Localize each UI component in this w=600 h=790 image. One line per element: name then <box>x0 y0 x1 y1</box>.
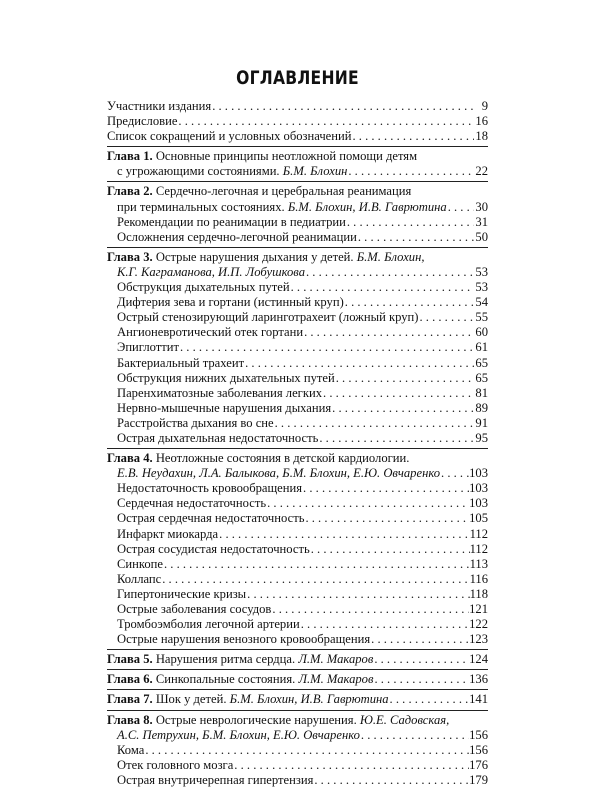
author: А.С. Петрухин, Б.М. Блохин, Е.Ю. Овчаренко <box>117 727 360 742</box>
toc-entry[interactable]: Острая внутричерепная гипертензия . . . 179 <box>107 773 488 788</box>
toc-entry[interactable]: Нервно-мышечные нарушения дыхания . . . 89 <box>107 401 488 416</box>
toc-entry[interactable]: Ангионевротический отек гортани . . . 60 <box>107 325 488 340</box>
toc-entry[interactable]: Паренхиматозные заболевания легких . . . 81 <box>107 386 488 401</box>
chapter-6 <box>107 669 488 689</box>
toc-entry[interactable]: Инфаркт миокарда . . . 112 <box>107 527 488 542</box>
chapter-heading[interactable]: Глава 1. Основные принципы неотложной помощи детям <box>107 149 418 164</box>
toc-entry[interactable]: Острый стенозирующий ларинготрахеит (ложный круп) . . . 55 <box>107 310 488 325</box>
author: Б.М. Блохин, И.В. Гаврютина <box>287 199 447 214</box>
toc-entry[interactable]: Недостаточность кровообращения . . . 103 <box>107 481 488 496</box>
toc-entry[interactable]: Острые заболевания сосудов . . . 121 <box>107 602 488 617</box>
toc-entry[interactable]: Отек головного мозга . . . 176 <box>107 758 488 773</box>
toc-entry[interactable]: Е.В. Неудахин, Л.А. Балыкова, Б.М. Блохин, Е.Ю. Овчаренко . . . 103 <box>107 466 488 481</box>
toc-entry[interactable]: Обструкция дыхательных путей . . . 53 <box>107 280 488 295</box>
author: Ю.Е. Садовская, <box>359 712 450 727</box>
toc-entry[interactable]: Сердечная недостаточность . . . 103 <box>107 496 488 511</box>
toc-entry[interactable]: Дифтерия зева и гортани (истинный круп) . . . 54 <box>107 295 488 310</box>
toc-entry[interactable]: Рекомендации по реанимации в педиатрии . . . 31 <box>107 215 488 230</box>
chapter-1 <box>107 146 488 181</box>
toc-entry[interactable]: Бактериальный трахеит . . . 65 <box>107 356 488 371</box>
chapter-heading[interactable]: Глава 8. Острые неврологические нарушения. Ю.Е. Садовская, <box>107 712 450 727</box>
author: Б.М. Блохин <box>282 164 348 179</box>
author: Л.М. Макаров <box>298 652 374 667</box>
chapter-heading[interactable]: Глава 3. Острые нарушения дыхания у детей. Б.М. Блохин, <box>107 249 425 264</box>
chapter-4 <box>107 448 488 649</box>
toc-entry[interactable]: Эпиглоттит . . . 61 <box>107 340 488 355</box>
chapter-7 <box>107 689 488 709</box>
toc-entry[interactable]: Острая сердечная недостаточность . . . 105 <box>107 511 488 526</box>
toc-entry[interactable]: Глава 5. Нарушения ритма сердца. Л.М. Макаров . . . 124 <box>107 652 488 667</box>
toc-entry[interactable]: Предисловие . . . 16 <box>107 114 488 129</box>
toc-entry[interactable]: Синкопе . . . 113 <box>107 557 488 572</box>
toc-entry[interactable]: К.Г. Каграманова, И.П. Лобушкова . . . 53 <box>107 265 488 280</box>
toc-entry[interactable]: А.С. Петрухин, Б.М. Блохин, Е.Ю. Овчаренко . . . 156 <box>107 728 488 743</box>
author: Б.М. Блохин, <box>356 249 425 264</box>
toc-entry[interactable]: Обструкция нижних дыхательных путей . . . 65 <box>107 371 488 386</box>
table-of-contents <box>107 97 488 790</box>
toc-entry[interactable]: Острая дыхательная недостаточность . . . 95 <box>107 431 488 446</box>
toc-entry[interactable]: Расстройства дыхания во сне . . . 91 <box>107 416 488 431</box>
toc-entry[interactable]: Глава 7. Шок у детей. Б.М. Блохин, И.В. Гаврютина . . . 141 <box>107 692 488 707</box>
author: Б.М. Блохин, И.В. Гаврютина <box>229 692 389 707</box>
toc-entry[interactable]: Осложнения сердечно-легочной реанимации . . . 50 <box>107 230 488 245</box>
chapter-5 <box>107 649 488 669</box>
chapter-2 <box>107 181 488 246</box>
toc-entry[interactable]: Гипертонические кризы . . . 118 <box>107 587 488 602</box>
author: Е.В. Неудахин, Л.А. Балыкова, Б.М. Блохин, Е.Ю. Овчаренко <box>117 466 441 481</box>
chapter-heading[interactable]: Глава 2. Сердечно-легочная и церебральная реанимация <box>107 184 412 199</box>
chapter-heading[interactable]: Глава 4. Неотложные состояния в детской кардиологии. <box>107 451 410 466</box>
toc-entry[interactable]: Тромбоэмболия легочной артерии . . . 122 <box>107 617 488 632</box>
toc-entry[interactable]: Глава 6. Синкопальные состояния. Л.М. Макаров . . . 136 <box>107 672 488 687</box>
author: К.Г. Каграманова, И.П. Лобушкова <box>117 264 305 279</box>
toc-entry[interactable]: с угрожающими состояниями. Б.М. Блохин . . . 22 <box>107 164 488 179</box>
toc-entry[interactable]: Кома . . . 156 <box>107 743 488 758</box>
chapter-3 <box>107 247 488 448</box>
toc-entry[interactable]: Острые нарушения венозного кровообращения . . . 123 <box>107 632 488 647</box>
toc-entry[interactable]: при терминальных состояниях. Б.М. Блохин, И.В. Гаврютина . . . 30 <box>107 200 488 215</box>
author: Л.М. Макаров <box>298 672 374 687</box>
toc-entry[interactable]: Список сокращений и условных обозначений . . . 18 <box>107 129 488 144</box>
toc-entry[interactable]: Коллапс . . . 116 <box>107 572 488 587</box>
front-matter <box>107 97 488 146</box>
page-title: ОГЛАВЛЕНИЕ <box>236 67 359 89</box>
toc-entry[interactable]: Участники издания . . . 9 <box>107 99 488 114</box>
toc-entry[interactable]: Острая сосудистая недостаточность . . . 112 <box>107 542 488 557</box>
